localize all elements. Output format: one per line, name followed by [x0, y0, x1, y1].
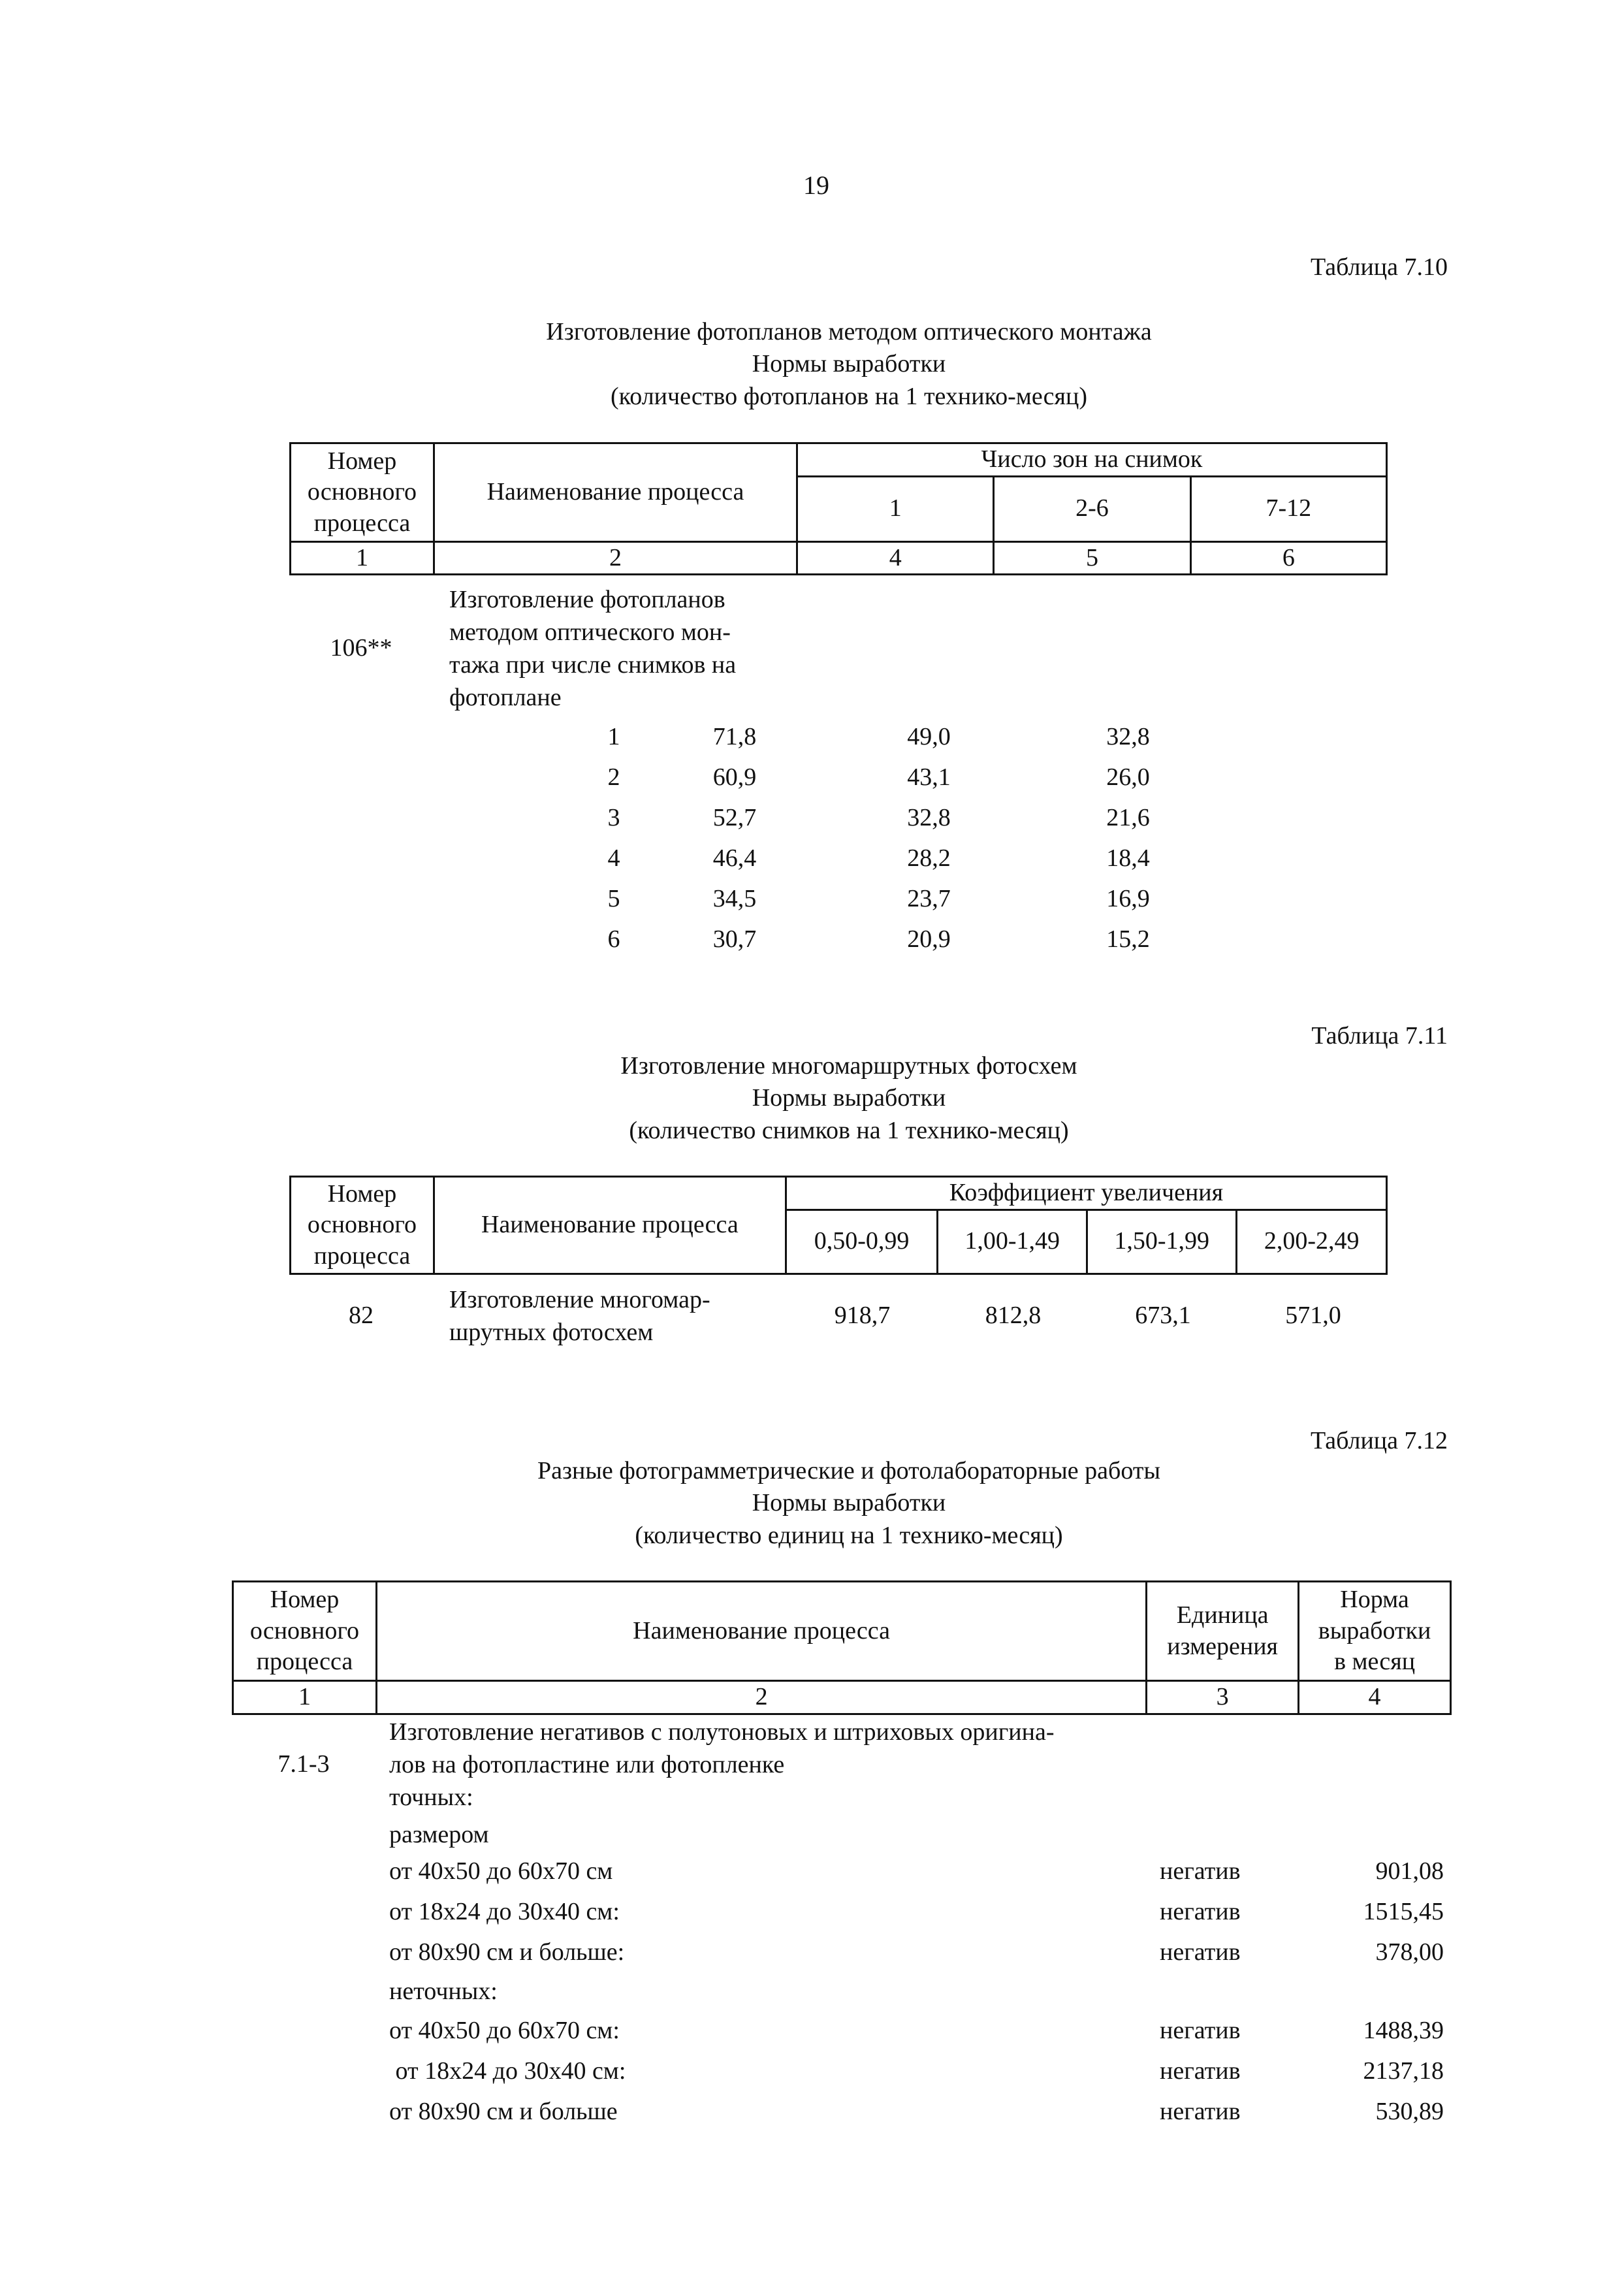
header-text: Норма: [1340, 1586, 1409, 1614]
value-cell: 32,8: [1106, 723, 1150, 751]
row-unit: негатив: [1160, 2057, 1241, 2085]
table-row: [389, 1819, 1444, 1852]
header-cell-col: 1,00-1,49: [938, 1210, 1087, 1274]
header-text: основного: [307, 1211, 417, 1238]
row-value: 1488,39: [1363, 2017, 1444, 2045]
column-number-cell: 6: [1190, 541, 1386, 575]
header-text: процесса: [313, 509, 411, 537]
value-cell: 30,7: [712, 925, 757, 954]
row-count: 3: [607, 804, 620, 832]
process-intro-line: точных:: [389, 1784, 473, 1811]
table-row: [588, 879, 1228, 920]
table-7-11-title-line: Нормы выработки: [752, 1084, 946, 1112]
table-row: [389, 1852, 1444, 1892]
row-name: от 18х24 до 30х40 см:: [389, 1898, 620, 1926]
table-7-11-title-line: (количество снимков на 1 технико-месяц): [629, 1116, 1069, 1144]
header-cell-col: 1,50-1,99: [1087, 1210, 1237, 1274]
table-7-12-title-line: (количество единиц на 1 технико-месяц): [635, 1521, 1063, 1549]
header-cell-name: Наименование процесса: [434, 1177, 786, 1274]
table-7-10-data: [588, 717, 1228, 960]
header-text: основного: [307, 478, 417, 505]
value-cell: 21,6: [1106, 804, 1150, 832]
row-name: от 18х24 до 30х40 см:: [389, 2057, 626, 2085]
process-name-line: Изготовление фотопланов: [449, 586, 725, 613]
process-intro-line: лов на фотопластине или фотопленке: [389, 1751, 785, 1778]
process-intro: [389, 1716, 1173, 1814]
row-count: 2: [607, 763, 620, 792]
header-cell-norm: [1299, 1582, 1451, 1681]
table-row: [588, 920, 1228, 960]
row-unit: негатив: [1160, 1938, 1241, 1966]
header-cell-unit: [1147, 1582, 1299, 1681]
process-name-line: фотоплане: [449, 684, 562, 711]
column-number-cell: 2: [376, 1681, 1146, 1714]
value-cell: 571,0: [1285, 1302, 1341, 1329]
process-number: 106**: [330, 634, 392, 662]
row-value: 1515,45: [1363, 1898, 1444, 1926]
table-row: [389, 1892, 1444, 1932]
row-count: 5: [607, 885, 620, 913]
row-unit: [1160, 1819, 1290, 1852]
table-7-12-header: [232, 1580, 1452, 1715]
row-value: 530,89: [1375, 2098, 1444, 2126]
table-7-10-title-line: Изготовление фотопланов методом оптического монтажа: [546, 318, 1152, 345]
value-cell: 71,8: [712, 723, 757, 751]
table-7-11-title: [0, 1050, 1624, 1147]
row-name: от 80х90 см и больше:: [389, 1938, 625, 1966]
column-number-cell: 5: [994, 541, 1190, 575]
value-cell: 15,2: [1106, 925, 1150, 954]
table-row: [786, 1300, 1388, 1332]
row-value: 2137,18: [1363, 2057, 1444, 2085]
row-name: от 40х50 до 60х70 см:: [389, 2017, 620, 2045]
table-row: [588, 717, 1228, 758]
header-cell-col: 7-12: [1190, 476, 1386, 541]
process-number: 82: [349, 1302, 374, 1329]
table-7-11-label: Таблица 7.11: [1311, 1022, 1448, 1050]
column-number-cell: 4: [797, 541, 994, 575]
table-7-10-title: [0, 316, 1624, 413]
table-7-10-label: Таблица 7.10: [1310, 253, 1448, 281]
value-cell: 20,9: [907, 925, 951, 954]
table-row: [588, 839, 1228, 879]
table-7-10-header: [289, 442, 1388, 575]
table-7-12-label: Таблица 7.12: [1310, 1427, 1448, 1454]
header-text: Номер: [270, 1586, 340, 1614]
value-cell: 34,5: [712, 885, 757, 913]
row-unit: негатив: [1160, 2017, 1241, 2045]
column-number-cell: 2: [434, 541, 797, 575]
header-text: процесса: [256, 1648, 353, 1676]
column-number-cell: 3: [1147, 1681, 1299, 1714]
table-row: [588, 798, 1228, 839]
value-cell: 28,2: [907, 844, 951, 873]
table-7-10-title-line: (количество фотопланов на 1 технико-месяц): [611, 382, 1087, 410]
process-name-line: методом оптического мон-: [449, 618, 731, 646]
process-name-line: Изготовление многомар-: [449, 1286, 710, 1313]
header-cell-col: 1: [797, 476, 994, 541]
table-7-12-title-line: Нормы выработки: [752, 1489, 946, 1517]
table-7-12-data: [389, 1819, 1444, 2132]
row-value: [1290, 1819, 1444, 1852]
value-cell: 16,9: [1106, 885, 1150, 913]
header-text: выработки: [1318, 1616, 1431, 1644]
header-text: в месяц: [1334, 1648, 1416, 1676]
table-7-12-title: [0, 1455, 1624, 1552]
value-cell: 918,7: [834, 1302, 891, 1329]
header-cell-number: [291, 1177, 434, 1274]
header-cell-name: Наименование процесса: [376, 1582, 1146, 1681]
process-intro-line: Изготовление негативов с полутоновых и штриховых оригина-: [389, 1718, 1055, 1746]
value-cell: 26,0: [1106, 763, 1150, 792]
header-cell-col: 2,00-2,49: [1237, 1210, 1387, 1274]
row-count: 6: [607, 925, 620, 954]
header-cell-group: Коэффициент увеличения: [786, 1177, 1386, 1210]
header-cell-group: Число зон на снимок: [797, 443, 1387, 477]
table-row: [389, 2051, 1444, 2092]
table-row: [389, 1973, 1444, 2011]
row-name: размером: [389, 1821, 489, 1849]
row-value: 901,08: [1375, 1857, 1444, 1885]
value-cell: 673,1: [1135, 1302, 1191, 1329]
row-count: 1: [607, 723, 620, 751]
value-cell: 60,9: [712, 763, 757, 792]
page-number: 19: [803, 170, 829, 200]
header-cell-number: [233, 1582, 377, 1681]
row-unit: [1160, 1973, 1290, 2011]
header-cell-col: 2-6: [994, 476, 1190, 541]
header-text: Номер: [327, 447, 397, 475]
process-number: 7.1-3: [278, 1750, 330, 1778]
table-7-12-title-line: Разные фотограмметрические и фотолабораторные работы: [537, 1457, 1161, 1484]
row-name: неточных:: [389, 1978, 498, 2006]
value-cell: 32,8: [907, 804, 951, 832]
header-cell-name: Наименование процесса: [434, 443, 797, 542]
value-cell: 52,7: [712, 804, 757, 832]
process-name-line: шрутных фотосхем: [449, 1319, 654, 1346]
column-number-cell: 4: [1299, 1681, 1451, 1714]
value-cell: 23,7: [907, 885, 951, 913]
header-text: процесса: [313, 1242, 411, 1270]
row-value: 378,00: [1375, 1938, 1444, 1966]
table-row: [389, 2011, 1444, 2051]
header-text: измерения: [1167, 1632, 1279, 1660]
value-cell: 43,1: [907, 763, 951, 792]
row-value: [1290, 1973, 1444, 2011]
table-7-11-header: [289, 1176, 1388, 1275]
process-name-line: тажа при числе снимков на: [449, 651, 737, 679]
table-row: [389, 1932, 1444, 1973]
header-cell-col: 0,50-0,99: [786, 1210, 938, 1274]
column-number-cell: 1: [233, 1681, 377, 1714]
row-unit: негатив: [1160, 1898, 1241, 1926]
header-text: основного: [249, 1616, 359, 1644]
row-unit: негатив: [1160, 2098, 1241, 2126]
header-text: Номер: [327, 1179, 397, 1208]
table-7-10-title-line: Нормы выработки: [752, 350, 946, 378]
header-cell-number: [291, 443, 434, 542]
row-name: от 80х90 см и больше: [389, 2098, 618, 2126]
row-unit: негатив: [1160, 1857, 1241, 1885]
row-name: от 40х50 до 60х70 см: [389, 1857, 613, 1885]
table-row: [588, 758, 1228, 798]
table-7-11-title-line: Изготовление многомаршрутных фотосхем: [620, 1052, 1077, 1080]
row-count: 4: [607, 844, 620, 873]
value-cell: 49,0: [907, 723, 951, 751]
table-row: [389, 2092, 1444, 2132]
table-7-11-data: [786, 1300, 1388, 1332]
process-name: [449, 1283, 802, 1349]
header-text: Единица: [1176, 1601, 1269, 1629]
value-cell: 18,4: [1106, 844, 1150, 873]
process-name: [449, 583, 815, 714]
column-number-cell: 1: [291, 541, 434, 575]
value-cell: 46,4: [712, 844, 757, 873]
value-cell: 812,8: [985, 1302, 1042, 1329]
